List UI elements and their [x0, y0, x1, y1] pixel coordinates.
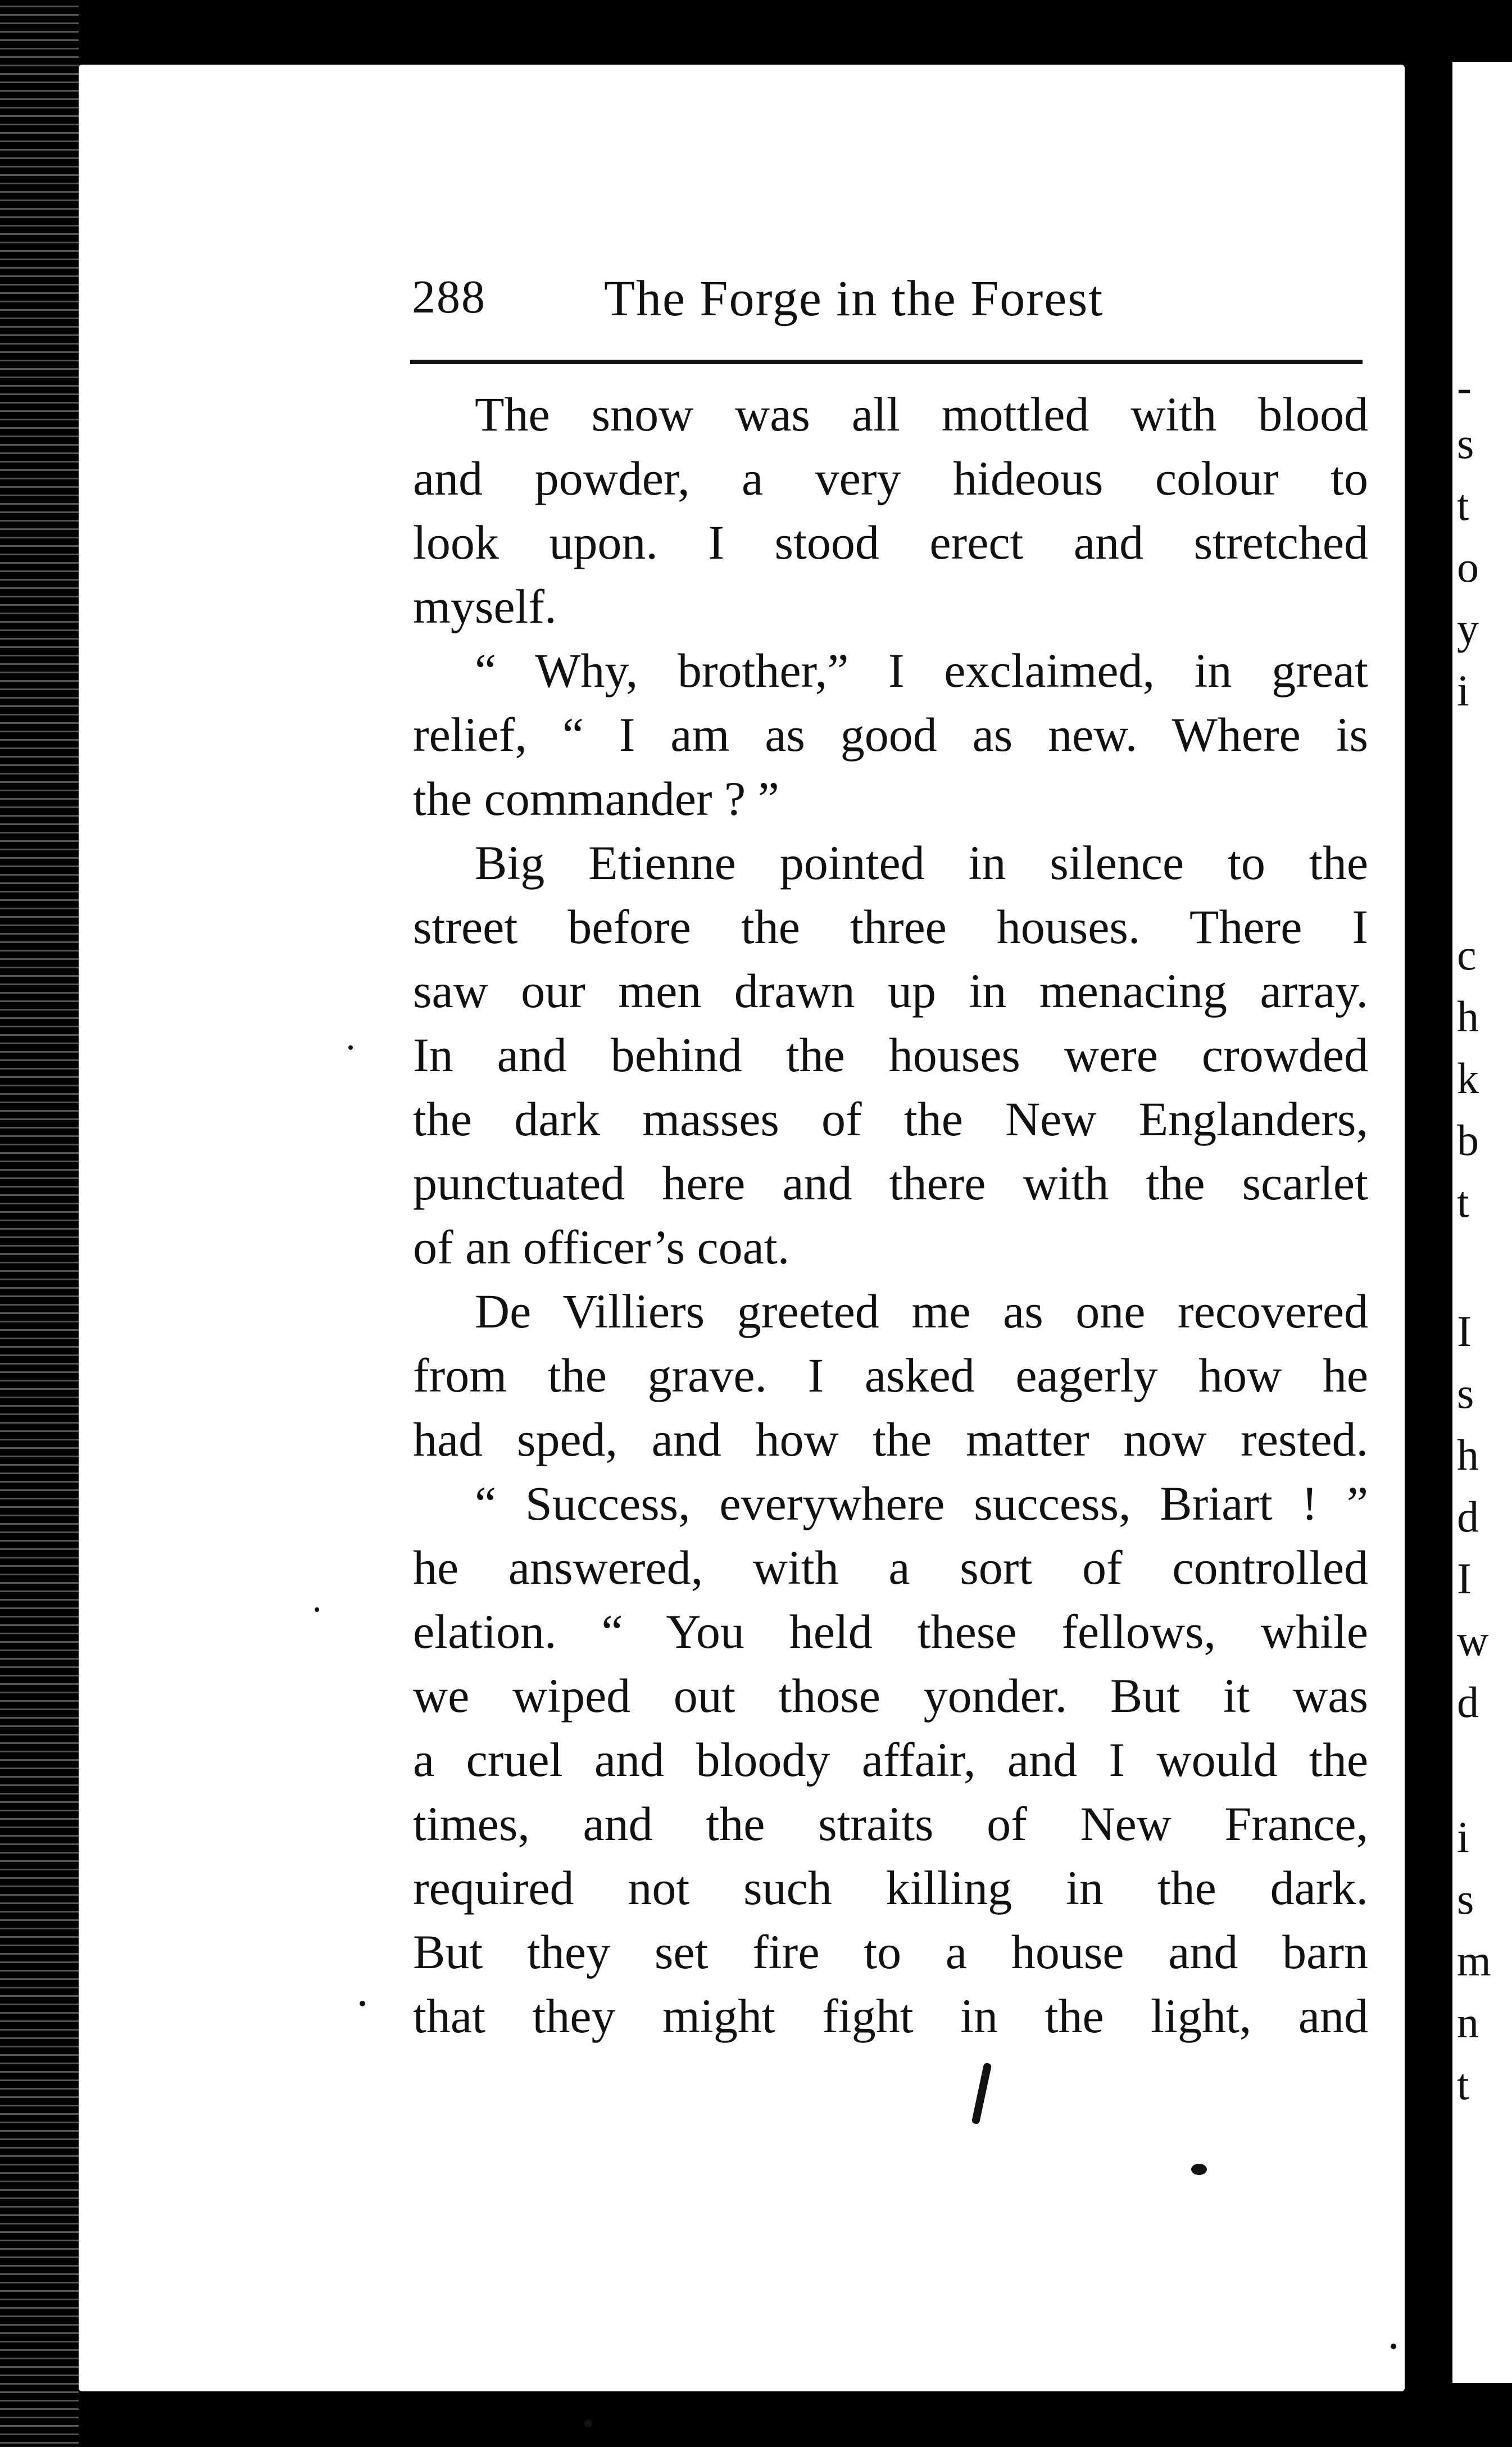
running-header — [334, 270, 1363, 337]
facing-page-fragment: m — [1457, 1936, 1491, 1985]
scan-left-edge — [0, 0, 79, 2447]
header-rule — [410, 360, 1363, 364]
text-line: from the grave. I asked eagerly how he — [413, 1348, 1368, 1402]
facing-page-fragment: h — [1457, 992, 1479, 1041]
text-line: relief, “ I am as good as new. Where is — [413, 708, 1368, 762]
text-line: In and behind the houses were crowded — [413, 1028, 1368, 1082]
text-line: he answered, with a sort of controlled — [413, 1540, 1368, 1594]
facing-page-fragment: c — [1457, 930, 1477, 979]
facing-page-fragment: I — [1457, 1554, 1472, 1603]
text-line: the commander ? ” — [413, 772, 779, 826]
text-line: De Villiers greeted me as one recovered — [475, 1284, 1368, 1338]
text-line: we wiped out those yonder. But it was — [413, 1669, 1368, 1723]
text-line: and powder, a very hideous colour to — [413, 451, 1368, 505]
facing-page-fragment: b — [1457, 1116, 1479, 1164]
facing-page-fragment: s — [1457, 1368, 1474, 1417]
ink-speck — [348, 1045, 353, 1050]
facing-page-fragment: i — [1457, 666, 1469, 715]
facing-page-fragment: t — [1457, 481, 1469, 529]
text-line: look upon. I stood erect and stretched — [413, 515, 1368, 569]
text-line: street before the three houses. There I — [413, 900, 1368, 954]
text-line: that they might fight in the light, and — [413, 1989, 1368, 2043]
text-line: Big Etienne pointed in silence to the — [475, 836, 1368, 890]
facing-page-fragment: t — [1457, 2060, 1469, 2109]
facing-page-fragment: - — [1457, 362, 1472, 411]
facing-page-fragment: h — [1457, 1430, 1479, 1479]
facing-page-fragment: n — [1457, 1998, 1479, 2047]
text-line: punctuated here and there with the scarlet — [413, 1156, 1368, 1210]
page-body — [413, 382, 1368, 2048]
text-line: elation. “ You held these fellows, while — [413, 1605, 1368, 1658]
text-line: a cruel and bloody affair, and I would the — [413, 1733, 1368, 1787]
text-line: saw our men drawn up in menacing array. — [413, 964, 1368, 1018]
facing-page-fragment: o — [1457, 542, 1479, 591]
text-line: myself. — [413, 579, 557, 633]
facing-page-fragment: d — [1457, 1492, 1479, 1541]
text-line: “ Success, everywhere success, Briart ! ” — [475, 1476, 1368, 1530]
facing-page-fragment: t — [1457, 1177, 1469, 1226]
ink-speck — [1191, 2164, 1207, 2175]
facing-page-fragment: I — [1457, 1307, 1472, 1356]
text-line: times, and the straits of New France, — [413, 1797, 1368, 1851]
ink-speck — [360, 2001, 365, 2006]
text-line: The snow was all mottled with blood — [475, 387, 1368, 441]
facing-page-fragment: i — [1457, 1812, 1469, 1861]
running-title: The Forge in the Forest — [604, 271, 1104, 327]
facing-page-fragment: d — [1457, 1678, 1479, 1727]
facing-page-fragment: w — [1457, 1616, 1489, 1665]
text-line: had sped, and how the matter now rested. — [413, 1412, 1368, 1466]
ink-speck — [315, 1607, 319, 1612]
page-number: 288 — [412, 271, 486, 323]
facing-page-fragment: y — [1457, 604, 1479, 653]
ink-speck — [584, 2419, 592, 2427]
text-line: But they set fire to a house and barn — [413, 1925, 1368, 1979]
text-line: the dark masses of the New Englanders, — [413, 1092, 1368, 1146]
text-line: required not such killing in the dark. — [413, 1861, 1368, 1915]
text-line: of an officer’s coat. — [413, 1220, 790, 1274]
text-line: “ Why, brother,” I exclaimed, in great — [475, 644, 1368, 697]
facing-page-fragment: s — [1457, 1874, 1474, 1923]
ink-speck — [1391, 2344, 1396, 2349]
facing-page-fragment: k — [1457, 1054, 1479, 1103]
facing-page-edge — [1452, 62, 1512, 2383]
facing-page-fragment: s — [1457, 419, 1474, 468]
